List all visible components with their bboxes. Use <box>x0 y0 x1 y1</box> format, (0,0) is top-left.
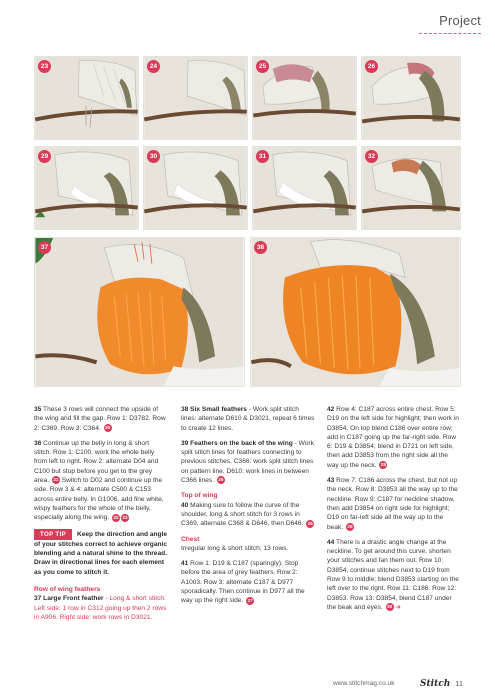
section-heading-chest: Chest <box>181 535 200 543</box>
continue-arrow-icon: ➜ <box>395 603 401 611</box>
step-number: 44 <box>327 538 335 546</box>
step-text: - Long & short stitch: Left side: 1 row in C312 going up then 2 rows in A906. Right side: work rows in D3021. <box>34 595 167 621</box>
section-heading-wing-feathers: Row of wing feathers <box>34 586 101 594</box>
step-text: - Work split stitch lines: alternate D610 & D3021, repeat 6 times to create 12 lines. <box>181 406 315 432</box>
figure-ref-dot: 28 <box>380 462 386 468</box>
step-text: Row 1: D19 & C187 (sparingly). Stop before the area of grey feathers. Row 2: A1003. Row 3: alternate C187 & D977 sporadically. Then continue in D977 all the way up the right side. <box>181 560 305 605</box>
top-tip-box <box>34 529 168 577</box>
top-tip-text: Keep the direction and angle of your stitches correct to achieve organic blending and a natural shine to the thread. Draw in directional lines for each element as you come to stitch it. <box>34 530 168 576</box>
step-heading: 38 Six Small feathers <box>181 406 247 413</box>
footer-magazine-logo: Stitch <box>420 679 451 689</box>
step-badge: 38 <box>254 241 267 254</box>
step-photo-29 <box>34 146 139 230</box>
step-badge: 31 <box>256 150 269 163</box>
paragraph-37 <box>34 594 168 622</box>
photo-37-art <box>35 238 244 386</box>
figure-ref-dot: 23 <box>122 514 128 520</box>
figure-ref-dot: 26 <box>307 520 313 526</box>
step-number: 42 <box>327 406 335 413</box>
photo-30-art <box>144 147 247 229</box>
page-section-title: Project <box>439 13 481 28</box>
paragraph-43 <box>327 476 461 532</box>
step-photo-38 <box>250 237 461 387</box>
step-badge: 37 <box>38 241 51 254</box>
step-text: Row 4: C187 across entire chest. Row 5: D19 on the left side for highlight; then work in D3854. On top blend C186 over entire row; add in C187 going up the far-right side. Row 6: D19 & D3854; blend in D721 on left side, then add D3853 from the right side all the way up the neck. <box>327 406 459 469</box>
step-badge: 25 <box>256 60 269 73</box>
step-heading: 39 Feathers on the back of the wing <box>181 439 293 447</box>
text-column-1 <box>34 405 168 628</box>
step-text: Switch to D02 and continue up the side. Row 3 & 4: alternate C500 & C153 across entire belly. In G1006, add fine white, wispy feathers for the whole of the belly, especially along the wing. <box>34 477 164 522</box>
step-photo-32 <box>361 146 461 230</box>
step-number: 36 <box>34 439 42 447</box>
step-text: Making sure to follow the curve of the shoulder, long & short stitch for 3 rows in C369, alternate C368 & D646, then D646. <box>181 501 304 528</box>
step-number: 40 <box>181 501 189 509</box>
top-tip-label: TOP TIP <box>34 529 72 540</box>
figure-ref-dot: 29 <box>347 523 353 529</box>
section-heading-top-of-wing: Top of wing <box>181 492 218 500</box>
step-number: 35 <box>34 406 42 413</box>
step-photo-23 <box>34 56 139 140</box>
step-badge: 24 <box>147 60 160 73</box>
photo-23-art <box>35 57 138 139</box>
figure-ref-dot: 20 <box>105 424 111 430</box>
photo-38-art <box>251 238 460 386</box>
page-number: 11 <box>455 679 463 688</box>
step-text: These 3 rows will connect the upside of the wing and fill the gap. Row 1: D3782. Row 2: C369. Row 3: C364. <box>34 406 166 432</box>
paragraph-38 <box>181 405 315 433</box>
figure-ref-dot: 25 <box>218 477 224 483</box>
step-photo-25 <box>252 56 357 140</box>
paragraph-39 <box>181 439 315 485</box>
step-text: Row 7: C186 across the chest, but not up the neck. Row 8: D3853 all the way up to the neckline. Row 9: C187 for neckline shadow, then add D3854 on right side for highlight; D19 on far-left side all the way up to the beak. <box>327 477 458 531</box>
photo-24-art <box>144 57 247 139</box>
step-number: 41 <box>181 560 189 568</box>
paragraph-36 <box>34 439 168 523</box>
footer-website: www.stitchmag.co.uk <box>333 680 395 687</box>
step-photo-31 <box>252 146 357 230</box>
figure-ref-dot: 30 <box>387 604 393 610</box>
figure-ref-dot: 22 <box>113 514 119 520</box>
step-text: There is a drastic angle change at the neckline. To get around this curve, shorten your stitches and fan them out. Row 10: D3854, continue stitches next to D19 from Row 9 to middle; blend D3853 starting on the left over to the right. Row 11: C186. Row 12: D3853. Row 13: D3854, blend C187 under the beak and eyes. <box>327 538 459 611</box>
paragraph-41 <box>181 559 315 605</box>
photo-25-art <box>253 57 356 139</box>
step-badge: 29 <box>38 150 51 163</box>
step-text: Continue up the belly in long & short stitch. Row 1: C100, work the whole belly from left to right. Row 2: alternate D04 and C100 but stop before you get to the grey area. <box>34 439 159 485</box>
photo-31-art <box>253 147 356 229</box>
step-photo-26 <box>361 56 461 140</box>
header-dashed-rule <box>419 33 481 34</box>
step-badge: 30 <box>147 150 160 163</box>
step-number: 43 <box>327 477 335 485</box>
step-photo-30 <box>143 146 248 230</box>
paragraph-44 <box>327 538 461 612</box>
figure-ref-dot: 21 <box>53 477 59 483</box>
step-badge: 32 <box>365 150 378 163</box>
paragraph-35 <box>34 405 168 433</box>
step-badge: 26 <box>365 60 378 73</box>
figure-ref-dot: 27 <box>247 597 253 603</box>
photo-29-art <box>35 147 138 229</box>
chest-subheading: Irregular long & short stitch; 13 rows. <box>181 544 289 552</box>
paragraph-40 <box>181 501 315 529</box>
text-column-2 <box>181 405 315 612</box>
step-photo-24 <box>143 56 248 140</box>
paragraph-42 <box>327 405 461 470</box>
step-photo-37 <box>34 237 245 387</box>
step-text: - Work split stitch lines for feathers connecting to previous stitches. C366: work split stitch lines on pattern line. D610: work lines in between C366 lines. <box>181 439 314 485</box>
step-badge: 23 <box>38 60 51 73</box>
step-heading: 37 Large Front feather <box>34 595 104 603</box>
text-column-3 <box>327 405 461 618</box>
